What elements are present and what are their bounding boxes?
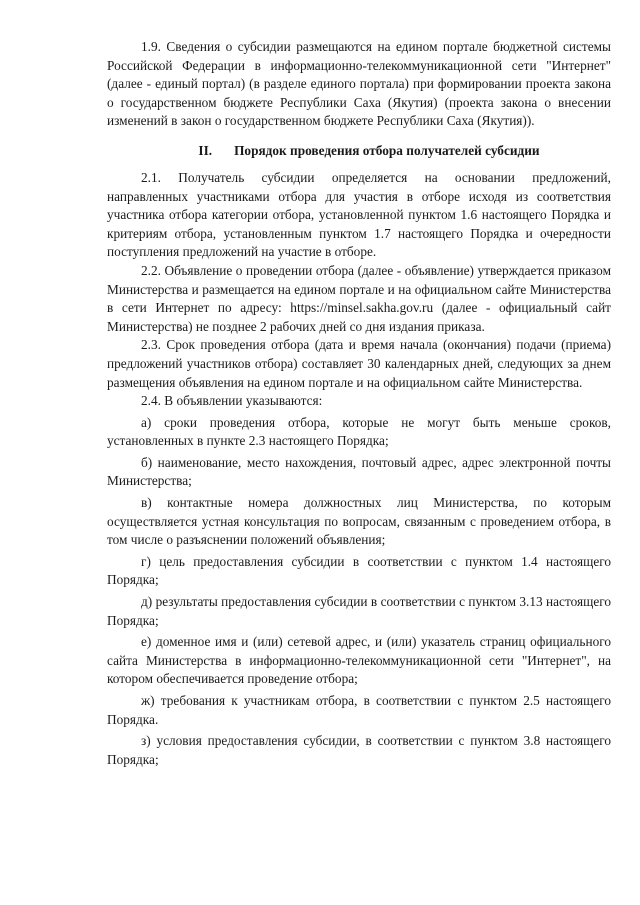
list-item-v: в) контактные номера должностных лиц Министерства, по которым осуществляется устная консультация по вопросам, связанным с проведением отбора, в том числе о разъяснении положений объявления; [107,495,611,548]
list-item-z: з) условия предоставления субсидии, в соответствии с пунктом 3.8 настоящего Порядка; [107,733,611,767]
list-item-zh: ж) требования к участникам отбора, в соответствии с пунктом 2.5 настоящего Порядка. [107,693,611,727]
paragraph-2-2: 2.2. Объявление о проведении отбора (далее - объявление) утверждается приказом Министерства и размещается на едином портале и на официальном сайте Министерства в сети Интернет по адресу: https://minsel.sakha.gov.ru (далее - официальный сайт Министерства) не позднее 2 рабочих дней со дня издания приказа. [107,262,611,334]
section-heading [107,141,611,160]
list-item-b: б) наименование, место нахождения, почтовый адрес, адрес электронной почты Министерства; [107,454,611,489]
list-item-g: г) цель предоставления субсидии в соответствии с пунктом 1.4 настоящего Порядка; [107,553,611,588]
list-item-d: д) результаты предоставления субсидии в соответствии с пунктом 3.13 настоящего Порядка; [107,594,611,628]
list-item-a: а) сроки проведения отбора, которые не могут быть меньше сроков, установленных в пункте 2.3 настоящего Порядка; [107,414,611,449]
list-item-e: е) доменное имя и (или) сетевой адрес, и (или) указатель страниц официального сайта Министерства в информационно-телекоммуникационной сети "Интернет", на котором обеспечивается проведение отбора; [107,634,611,687]
paragraph-2-4: 2.4. В объявлении указываются: [141,393,323,409]
paragraph-2-3: 2.3. Срок проведения отбора (дата и время начала (окончания) подачи (приема) предложений участников отбора) составляет 30 календарных дней, следующих за днем размещения объявления на едином портале и на официальном сайте Министерства. [107,337,611,390]
section-number: II. [198,142,213,158]
paragraph-2-1: 2.1. Получатель субсидии определяется на основании предложений, направленных участниками отбора для участия в отборе исходя из соответствия участника отбора категории отбора, установленной пунктом 1.6 настоящего Порядка и критериям отбора, установленным пунктом 1.7 настоящего Порядка и очередности поступления предложений на участие в отборе. [107,169,611,260]
paragraph-1-9: 1.9. Сведения о субсидии размещаются на едином портале бюджетной системы Российской Федерации в информационно-телекоммуникационной сети "Интернет" (далее - единый портал) (в разделе единого портала) при формировании проекта закона о государственном бюджете Республики Саха (Якутия) (проекта закона о внесении изменений в закон о государственном бюджете Республики Саха (Якутия)). [107,39,611,129]
section-title: Порядок проведения отбора получателей субсидии [234,142,540,158]
